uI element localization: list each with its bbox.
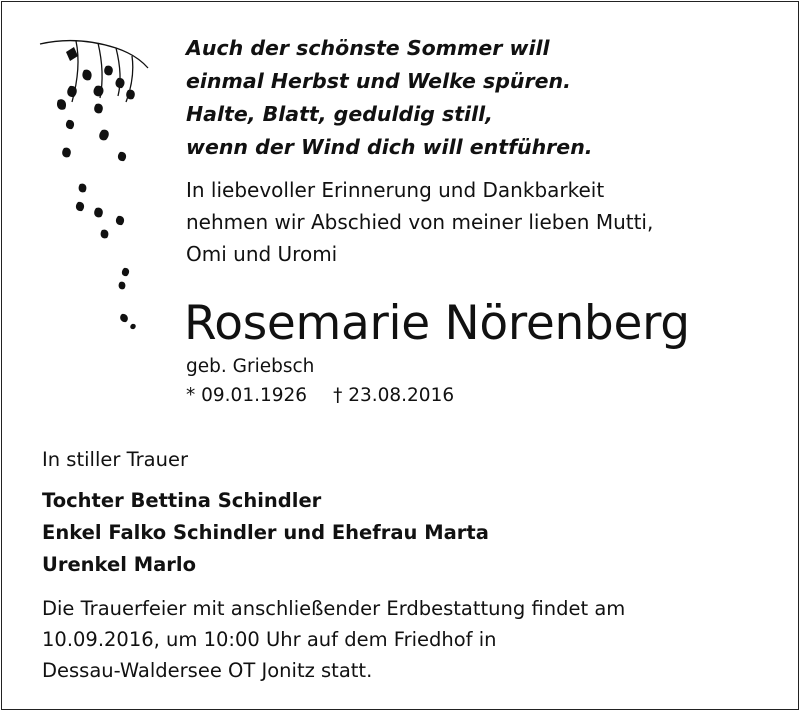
mourners-list bbox=[42, 485, 489, 581]
poem-line: Halte, Blatt, geduldig still, bbox=[186, 102, 493, 126]
intro-line: In liebevoller Erinnerung und Dankbarkeit bbox=[186, 178, 605, 202]
birth-date: * 09.01.1926 bbox=[186, 385, 308, 406]
funeral-line: 10.09.2016, um 10:00 Uhr auf dem Friedhof in bbox=[42, 628, 497, 651]
funeral-info bbox=[42, 593, 625, 686]
death-date: † 23.08.2016 bbox=[333, 385, 455, 406]
maiden-name: geb. Griebsch bbox=[186, 356, 315, 377]
mourner-entry: Tochter Bettina Schindler bbox=[42, 489, 322, 512]
life-dates bbox=[186, 383, 454, 409]
poem-line: Auch der schönste Sommer will bbox=[186, 36, 550, 60]
intro-text bbox=[186, 174, 653, 270]
mourning-label: In stiller Trauer bbox=[42, 448, 188, 471]
mourner-entry: Enkel Falko Schindler und Ehefrau Marta bbox=[42, 521, 489, 544]
intro-line: Omi und Uromi bbox=[186, 242, 338, 266]
mourner-entry: Urenkel Marlo bbox=[42, 553, 196, 576]
poem bbox=[186, 32, 593, 164]
deceased-name: Rosemarie Nörenberg bbox=[184, 296, 690, 351]
falling-leaves-branch-icon bbox=[36, 30, 166, 350]
intro-line: nehmen wir Abschied von meiner lieben Mutti, bbox=[186, 210, 654, 234]
funeral-line: Die Trauerfeier mit anschließender Erdbestattung findet am bbox=[42, 597, 626, 620]
poem-line: einmal Herbst und Welke spüren. bbox=[186, 69, 571, 93]
funeral-line: Dessau-Waldersee OT Jonitz statt. bbox=[42, 659, 373, 682]
poem-line: wenn der Wind dich will entführen. bbox=[186, 135, 593, 159]
